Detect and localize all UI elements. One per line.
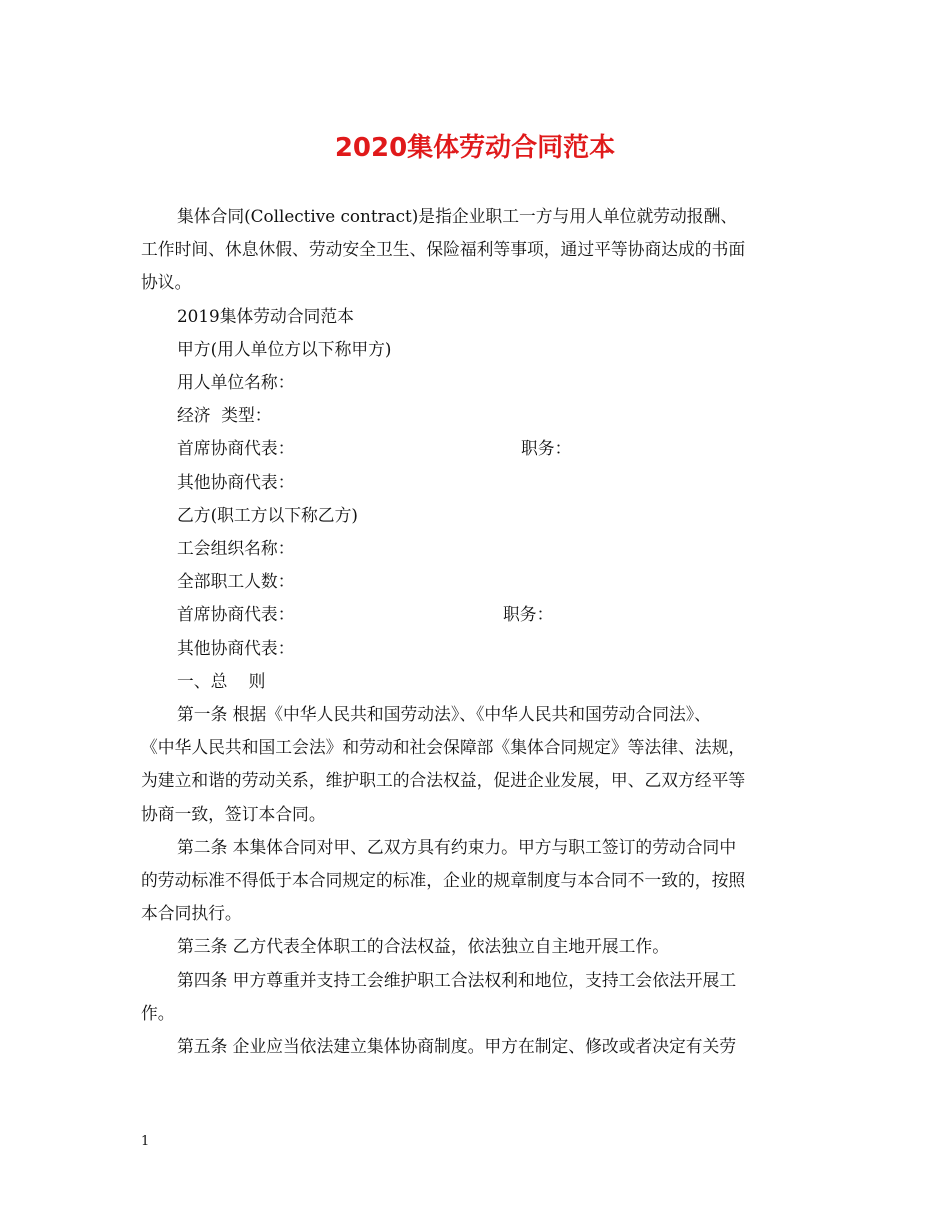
page-number: 1: [141, 1134, 150, 1149]
subtitle: 2019集体劳动合同范本: [177, 305, 354, 326]
article-line: 为建立和谐的劳动关系，维护职工的合法权益，促进企业发展，甲、乙双方经平等: [141, 770, 746, 791]
article-line: 的劳动标准不得低于本合同规定的标准，企业的规章制度与本合同不一致的，按照: [141, 870, 746, 891]
party-a-chief-row: [141, 432, 813, 465]
party-b-header: 乙方(职工方以下称乙方): [177, 504, 358, 525]
party-b-union-label: 工会组织名称：: [177, 538, 295, 559]
party-b-chief-label: 首席协商代表：: [177, 604, 295, 625]
party-b-other-label: 其他协商代表：: [177, 637, 295, 658]
party-b-staff-label: 全部职工人数：: [177, 571, 295, 592]
article-line: 本合同执行。: [141, 903, 242, 924]
intro-line: 协议。: [141, 272, 192, 293]
party-a-position-label: 职务：: [521, 438, 572, 459]
intro-line: 集体合同(Collective contract)是指企业职工一方与用人单位就劳动报酬、: [177, 206, 738, 226]
party-b-chief-row: [141, 598, 813, 631]
article-line: 作。: [141, 1002, 175, 1023]
party-b-position-label: 职务：: [503, 604, 554, 625]
article-line: 协商一致，签订本合同。: [141, 803, 326, 824]
article-1: [141, 698, 813, 831]
article-3: [141, 930, 813, 963]
article-5: [141, 1030, 813, 1063]
intro-paragraph: [141, 200, 813, 300]
party-a-chief-label: 首席协商代表：: [177, 438, 295, 459]
document-title: 2020集体劳动合同范本: [334, 133, 616, 163]
intro-line: 工作时间、休息休假、劳动安全卫生、保险福利等事项，通过平等协商达成的书面: [141, 239, 746, 260]
article-2: [141, 831, 813, 931]
article-line: 《中华人民共和国工会法》和劳动和社会保障部《集体合同规定》等法律、法规，: [141, 737, 746, 758]
party-a-type-label: 经济 类型：: [177, 405, 272, 426]
article-4: [141, 964, 813, 1030]
article-line: 第四条 甲方尊重并支持工会维护职工合法权利和地位，支持工会依法开展工: [177, 969, 737, 990]
document-body: [141, 200, 813, 1063]
party-a-header: 甲方(用人单位方以下称甲方): [177, 338, 392, 359]
party-a-name-label: 用人单位名称：: [177, 372, 295, 393]
party-a-other-label: 其他协商代表：: [177, 471, 295, 492]
article-line: 第五条 企业应当依法建立集体协商制度。甲方在制定、修改或者决定有关劳: [177, 1036, 737, 1057]
article-line: 第二条 本集体合同对甲、乙双方具有约束力。甲方与职工签订的劳动合同中: [177, 836, 737, 857]
article-line: 第三条 乙方代表全体职工的合法权益，依法独立自主地开展工作。: [177, 936, 669, 957]
section-title: 一、总 则: [177, 670, 266, 691]
article-line: 第一条 根据《中华人民共和国劳动法》、《中华人民共和国劳动合同法》、: [177, 704, 711, 725]
